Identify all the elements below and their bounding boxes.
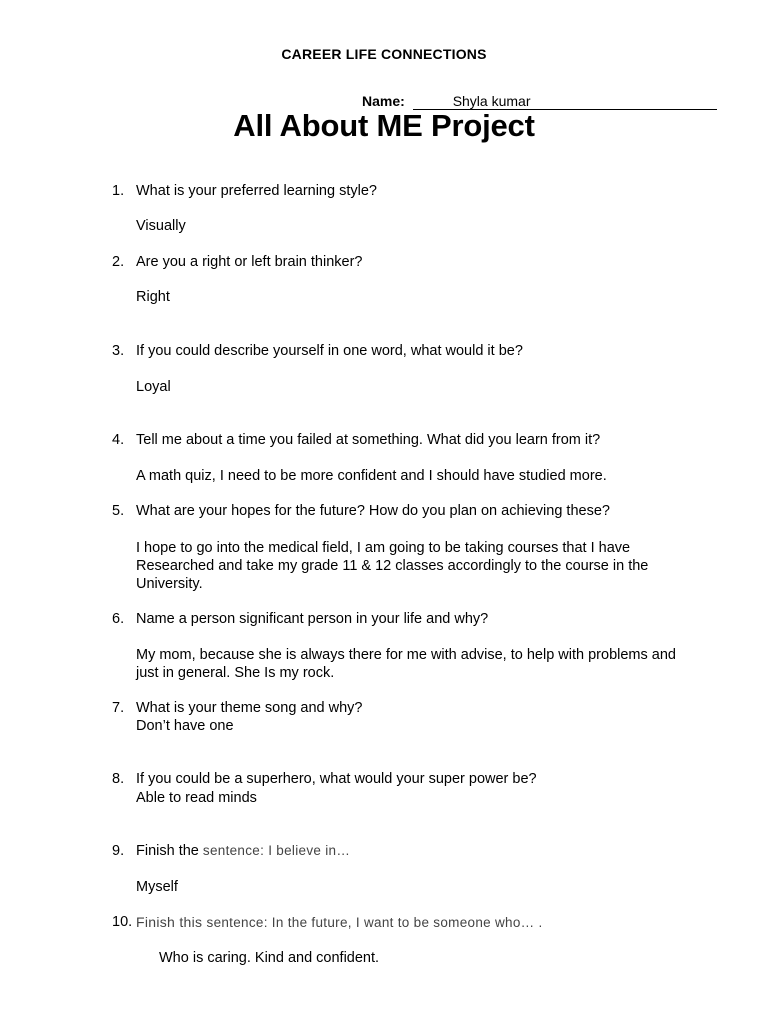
answer-text: A math quiz, I need to be more confident and I should have studied more. xyxy=(136,468,607,484)
question-text: If you could describe yourself in one word, what would it be? xyxy=(136,343,523,359)
page-title: All About ME Project xyxy=(233,108,535,143)
question-number: 7. xyxy=(112,700,125,716)
question-prefix: Finish the xyxy=(136,843,203,859)
name-value: Shyla kumar xyxy=(413,94,717,110)
answer-text: Visually xyxy=(136,218,186,234)
answer-text: Don’t have one xyxy=(136,718,234,734)
name-label: Name: xyxy=(362,93,405,109)
answer-text: Myself xyxy=(136,879,178,895)
question-text: What is your theme song and why? xyxy=(136,700,363,716)
question-number: 5. xyxy=(112,503,125,519)
question-text: Are you a right or left brain thinker? xyxy=(136,254,363,270)
answer-text: I hope to go into the medical field, I am going to be taking courses that I have Researched and take my grade 11 & 12 classes accordingly to the course in the University. xyxy=(136,540,649,592)
question-number: 6. xyxy=(112,611,125,627)
question-text xyxy=(136,914,543,931)
question-number: 4. xyxy=(112,432,125,448)
question-text xyxy=(136,843,350,859)
answer-text: Able to read minds xyxy=(136,790,257,806)
answer-text: Right xyxy=(136,289,170,305)
question-number: 9. xyxy=(112,843,125,859)
question-text: Tell me about a time you failed at something. What did you learn from it? xyxy=(136,432,601,448)
question-suffix: sentence: In the future, I want to be someone who… . xyxy=(206,915,543,930)
question-suffix: sentence: I believe in… xyxy=(202,843,351,858)
answer-text: Who is caring. Kind and confident. xyxy=(159,950,380,966)
question-text: If you could be a superhero, what would your super power be? xyxy=(136,771,537,787)
course-title: CAREER LIFE CONNECTIONS xyxy=(281,46,487,62)
question-number: 1. xyxy=(112,183,125,199)
question-number: 3. xyxy=(112,343,125,359)
question-number: 2. xyxy=(112,254,125,270)
question-number: 10. xyxy=(112,914,133,930)
answer-text: Loyal xyxy=(136,379,171,395)
question-text: What are your hopes for the future? How do you plan on achieving these? xyxy=(136,503,610,519)
answer-text: My mom, because she is always there for me with advise, to help with problems and just in general. She Is my rock. xyxy=(136,647,676,681)
question-prefix: Finish this xyxy=(136,914,207,930)
question-text: What is your preferred learning style? xyxy=(136,183,377,199)
question-number: 8. xyxy=(112,771,125,787)
question-text: Name a person significant person in your life and why? xyxy=(136,611,489,627)
